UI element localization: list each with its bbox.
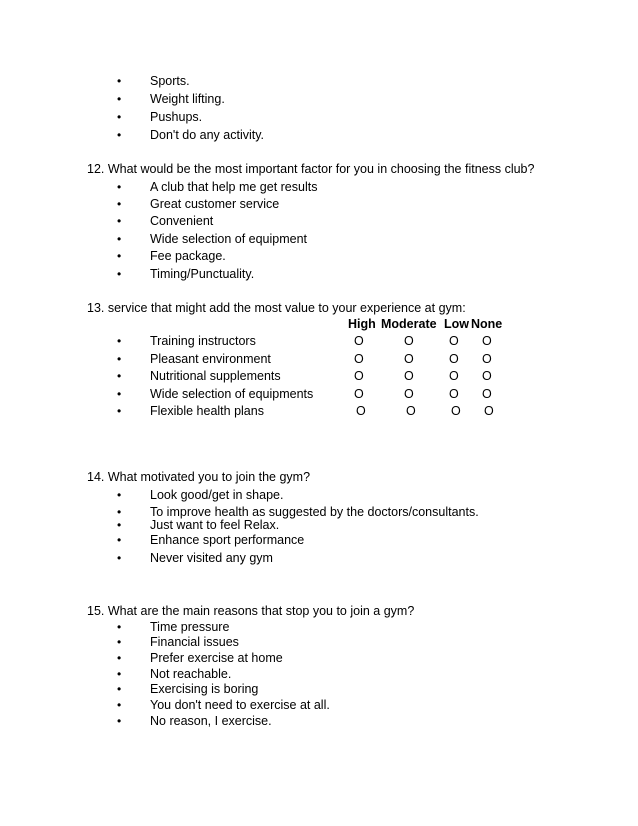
bullet-icon: • bbox=[117, 404, 122, 418]
bullet-icon: • bbox=[117, 651, 122, 665]
bullet-icon: • bbox=[117, 698, 122, 712]
bullet-icon: • bbox=[117, 714, 122, 728]
question-12: 12. What would be the most important factor for you in choosing the fitness club? bbox=[87, 162, 535, 176]
bullet-icon: • bbox=[117, 667, 122, 681]
rating-option-low[interactable]: O bbox=[449, 334, 459, 348]
rating-option-low[interactable]: O bbox=[449, 352, 459, 366]
rating-option-none[interactable]: O bbox=[482, 387, 492, 401]
bullet-icon: • bbox=[117, 128, 122, 142]
rating-option-moderate[interactable]: O bbox=[404, 352, 414, 366]
bullet-icon: • bbox=[117, 352, 122, 366]
rating-option-none[interactable]: O bbox=[482, 352, 492, 366]
rating-option-none[interactable]: O bbox=[482, 369, 492, 383]
rating-option-none[interactable]: O bbox=[484, 404, 494, 418]
question-15: 15. What are the main reasons that stop you to join a gym? bbox=[87, 604, 415, 618]
question-13: 13. service that might add the most value to your experience at gym: bbox=[87, 301, 466, 315]
bullet-icon: • bbox=[117, 92, 122, 106]
bullet-icon: • bbox=[117, 518, 122, 532]
bullet-icon: • bbox=[117, 369, 122, 383]
bullet-icon: • bbox=[117, 180, 122, 194]
bullet-icon: • bbox=[117, 533, 122, 547]
rating-option-moderate[interactable]: O bbox=[404, 387, 414, 401]
rating-option-moderate[interactable]: O bbox=[406, 404, 416, 418]
question-14: 14. What motivated you to join the gym? bbox=[87, 470, 311, 484]
bullet-icon: • bbox=[117, 267, 122, 281]
rating-option-high[interactable]: O bbox=[356, 404, 366, 418]
bullet-icon: • bbox=[117, 620, 122, 634]
rating-option-high[interactable]: O bbox=[354, 387, 364, 401]
bullet-icon: • bbox=[117, 249, 122, 263]
rating-option-high[interactable]: O bbox=[354, 352, 364, 366]
rating-header-moderate: Moderate bbox=[381, 317, 437, 331]
bullet-icon: • bbox=[117, 488, 122, 502]
bullet-icon: • bbox=[117, 387, 122, 401]
bullet-icon: • bbox=[117, 74, 122, 88]
rating-option-none[interactable]: O bbox=[482, 334, 492, 348]
rating-option-moderate[interactable]: O bbox=[404, 334, 414, 348]
bullet-icon: • bbox=[117, 110, 122, 124]
rating-option-moderate[interactable]: O bbox=[404, 369, 414, 383]
bullet-icon: • bbox=[117, 232, 122, 246]
rating-header-low: Low bbox=[444, 317, 469, 331]
rating-header-none: None bbox=[471, 317, 503, 331]
rating-option-low[interactable]: O bbox=[449, 387, 459, 401]
rating-option-high[interactable]: O bbox=[354, 334, 364, 348]
bullet-icon: • bbox=[117, 551, 122, 565]
rating-option-high[interactable]: O bbox=[354, 369, 364, 383]
bullet-icon: • bbox=[117, 214, 122, 228]
bullet-icon: • bbox=[117, 635, 122, 649]
bullet-icon: • bbox=[117, 505, 122, 519]
bullet-icon: • bbox=[117, 334, 122, 348]
rating-option-low[interactable]: O bbox=[449, 369, 459, 383]
bullet-icon: • bbox=[117, 197, 122, 211]
rating-option-low[interactable]: O bbox=[451, 404, 461, 418]
rating-header-high: High bbox=[348, 317, 376, 331]
bullet-icon: • bbox=[117, 682, 122, 696]
